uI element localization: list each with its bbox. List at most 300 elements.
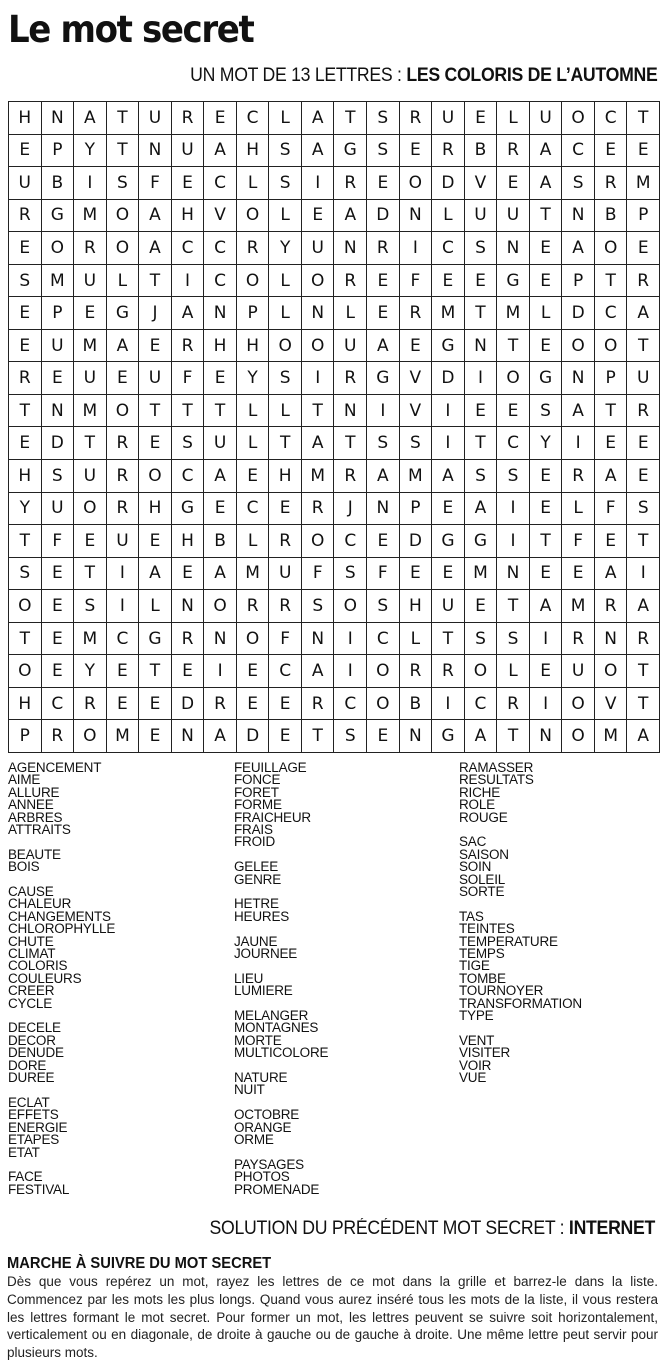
word-list-item[interactable]: DUREE bbox=[8, 1070, 55, 1086]
grid-cell[interactable]: A bbox=[74, 102, 107, 135]
grid-cell[interactable]: P bbox=[562, 265, 595, 298]
grid-cell[interactable]: B bbox=[400, 688, 433, 721]
grid-cell[interactable]: T bbox=[530, 200, 563, 233]
word-list-item[interactable]: TRANSFORMATION bbox=[459, 995, 582, 1011]
grid-cell[interactable]: S bbox=[74, 590, 107, 623]
grid-cell[interactable]: A bbox=[530, 167, 563, 200]
grid-cell[interactable]: E bbox=[237, 460, 270, 493]
word-list-item[interactable]: TEMPERATURE bbox=[459, 933, 558, 949]
grid-cell[interactable]: T bbox=[204, 395, 237, 428]
grid-cell[interactable]: L bbox=[334, 297, 367, 330]
grid-cell[interactable]: S bbox=[269, 135, 302, 168]
grid-cell[interactable]: A bbox=[530, 135, 563, 168]
grid-cell[interactable]: S bbox=[172, 427, 205, 460]
grid-cell[interactable]: Y bbox=[269, 232, 302, 265]
grid-cell[interactable]: E bbox=[465, 102, 498, 135]
word-list-item[interactable]: ATTRAITS bbox=[8, 822, 71, 838]
word-list-item[interactable]: CLIMAT bbox=[8, 946, 56, 962]
grid-cell[interactable]: C bbox=[269, 655, 302, 688]
word-list-item[interactable]: FONCE bbox=[234, 772, 281, 788]
grid-cell[interactable]: O bbox=[237, 265, 270, 298]
word-list-item[interactable]: TAS bbox=[459, 908, 484, 924]
grid-cell[interactable]: E bbox=[400, 558, 433, 591]
grid-cell[interactable]: I bbox=[334, 655, 367, 688]
grid-cell[interactable]: D bbox=[432, 362, 465, 395]
grid-cell[interactable]: M bbox=[237, 558, 270, 591]
grid-cell[interactable]: U bbox=[139, 102, 172, 135]
grid-cell[interactable]: L bbox=[237, 525, 270, 558]
grid-cell[interactable]: R bbox=[562, 460, 595, 493]
grid-cell[interactable]: O bbox=[562, 330, 595, 363]
grid-cell[interactable]: O bbox=[302, 525, 335, 558]
grid-cell[interactable]: H bbox=[237, 135, 270, 168]
grid-cell[interactable]: E bbox=[400, 330, 433, 363]
grid-cell[interactable]: C bbox=[237, 493, 270, 526]
grid-cell[interactable]: D bbox=[172, 688, 205, 721]
grid-cell[interactable]: F bbox=[42, 525, 75, 558]
word-list-item[interactable]: RESULTATS bbox=[459, 772, 534, 788]
word-list-item[interactable]: TYPE bbox=[459, 1008, 494, 1024]
grid-cell[interactable]: F bbox=[269, 623, 302, 656]
grid-cell[interactable]: I bbox=[172, 265, 205, 298]
grid-cell[interactable]: A bbox=[595, 460, 628, 493]
word-list-item[interactable]: GELEE bbox=[234, 859, 279, 875]
grid-cell[interactable]: B bbox=[42, 167, 75, 200]
grid-cell[interactable]: B bbox=[595, 200, 628, 233]
grid-cell[interactable]: T bbox=[465, 297, 498, 330]
grid-cell[interactable]: T bbox=[107, 135, 140, 168]
grid-cell[interactable]: S bbox=[107, 167, 140, 200]
grid-cell[interactable]: I bbox=[627, 558, 660, 591]
word-list-item[interactable]: SOLEIL bbox=[459, 871, 506, 887]
grid-cell[interactable]: A bbox=[562, 395, 595, 428]
grid-cell[interactable]: E bbox=[627, 460, 660, 493]
grid-cell[interactable]: G bbox=[334, 135, 367, 168]
grid-cell[interactable]: R bbox=[400, 655, 433, 688]
grid-cell[interactable]: E bbox=[432, 558, 465, 591]
grid-cell[interactable]: U bbox=[107, 525, 140, 558]
grid-cell[interactable]: N bbox=[595, 623, 628, 656]
grid-cell[interactable]: M bbox=[107, 720, 140, 753]
grid-cell[interactable]: T bbox=[627, 102, 660, 135]
grid-cell[interactable]: R bbox=[400, 102, 433, 135]
grid-cell[interactable]: U bbox=[42, 493, 75, 526]
grid-cell[interactable]: S bbox=[497, 460, 530, 493]
grid-cell[interactable]: C bbox=[562, 135, 595, 168]
grid-cell[interactable]: E bbox=[9, 427, 42, 460]
grid-cell[interactable]: C bbox=[204, 167, 237, 200]
grid-cell[interactable]: N bbox=[302, 623, 335, 656]
grid-cell[interactable]: S bbox=[42, 460, 75, 493]
grid-cell[interactable]: N bbox=[172, 590, 205, 623]
grid-cell[interactable]: A bbox=[204, 720, 237, 753]
grid-cell[interactable]: D bbox=[400, 525, 433, 558]
word-list-item[interactable]: SAISON bbox=[459, 846, 509, 862]
grid-cell[interactable]: E bbox=[42, 558, 75, 591]
grid-cell[interactable]: G bbox=[530, 362, 563, 395]
grid-cell[interactable]: C bbox=[107, 623, 140, 656]
grid-cell[interactable]: F bbox=[139, 167, 172, 200]
grid-cell[interactable]: M bbox=[74, 395, 107, 428]
word-list-item[interactable]: ETAPES bbox=[8, 1132, 60, 1148]
grid-cell[interactable]: B bbox=[465, 135, 498, 168]
word-list-item[interactable]: MORTE bbox=[234, 1032, 282, 1048]
grid-cell[interactable]: R bbox=[9, 200, 42, 233]
grid-cell[interactable]: O bbox=[9, 655, 42, 688]
grid-cell[interactable]: E bbox=[400, 135, 433, 168]
grid-cell[interactable]: T bbox=[627, 655, 660, 688]
grid-cell[interactable]: L bbox=[237, 167, 270, 200]
grid-cell[interactable]: Y bbox=[530, 427, 563, 460]
grid-cell[interactable]: E bbox=[627, 427, 660, 460]
grid-cell[interactable]: R bbox=[497, 135, 530, 168]
grid-cell[interactable]: U bbox=[74, 265, 107, 298]
grid-cell[interactable]: A bbox=[302, 655, 335, 688]
grid-cell[interactable]: R bbox=[107, 460, 140, 493]
grid-cell[interactable]: C bbox=[367, 623, 400, 656]
grid-cell[interactable]: M bbox=[74, 330, 107, 363]
grid-cell[interactable]: R bbox=[172, 623, 205, 656]
grid-cell[interactable]: E bbox=[42, 590, 75, 623]
grid-cell[interactable]: T bbox=[302, 720, 335, 753]
word-list-item[interactable]: MELANGER bbox=[234, 1008, 309, 1024]
grid-cell[interactable]: N bbox=[172, 720, 205, 753]
grid-cell[interactable]: G bbox=[172, 493, 205, 526]
word-list-item[interactable]: DORE bbox=[8, 1057, 47, 1073]
grid-cell[interactable]: T bbox=[172, 395, 205, 428]
grid-cell[interactable]: N bbox=[42, 102, 75, 135]
grid-cell[interactable]: R bbox=[432, 135, 465, 168]
word-list-item[interactable]: AIME bbox=[8, 772, 41, 788]
grid-cell[interactable]: S bbox=[269, 362, 302, 395]
word-list-item[interactable]: OCTOBRE bbox=[234, 1107, 300, 1123]
grid-cell[interactable]: R bbox=[42, 720, 75, 753]
grid-cell[interactable]: C bbox=[432, 232, 465, 265]
grid-cell[interactable]: R bbox=[204, 688, 237, 721]
grid-cell[interactable]: H bbox=[172, 200, 205, 233]
word-list-item[interactable]: ORANGE bbox=[234, 1119, 292, 1135]
grid-cell[interactable]: E bbox=[237, 655, 270, 688]
word-list-item[interactable]: TIGE bbox=[459, 958, 490, 974]
grid-cell[interactable]: C bbox=[204, 232, 237, 265]
grid-cell[interactable]: I bbox=[530, 688, 563, 721]
grid-cell[interactable]: C bbox=[595, 102, 628, 135]
grid-cell[interactable]: O bbox=[74, 720, 107, 753]
grid-cell[interactable]: S bbox=[400, 427, 433, 460]
grid-cell[interactable]: A bbox=[465, 493, 498, 526]
grid-cell[interactable]: H bbox=[139, 493, 172, 526]
grid-cell[interactable]: A bbox=[302, 102, 335, 135]
grid-cell[interactable]: Y bbox=[74, 135, 107, 168]
grid-cell[interactable]: T bbox=[9, 623, 42, 656]
word-list-item[interactable]: TOURNOYER bbox=[459, 983, 544, 999]
grid-cell[interactable]: V bbox=[595, 688, 628, 721]
grid-cell[interactable]: U bbox=[9, 167, 42, 200]
grid-cell[interactable]: L bbox=[269, 265, 302, 298]
grid-cell[interactable]: N bbox=[302, 297, 335, 330]
grid-cell[interactable]: E bbox=[367, 265, 400, 298]
grid-cell[interactable]: L bbox=[237, 395, 270, 428]
grid-cell[interactable]: H bbox=[172, 525, 205, 558]
grid-cell[interactable]: C bbox=[465, 688, 498, 721]
word-list-item[interactable]: FROID bbox=[234, 834, 275, 850]
grid-cell[interactable]: A bbox=[595, 558, 628, 591]
grid-cell[interactable]: E bbox=[367, 720, 400, 753]
grid-cell[interactable]: O bbox=[237, 623, 270, 656]
grid-cell[interactable]: L bbox=[139, 590, 172, 623]
grid-cell[interactable]: G bbox=[432, 525, 465, 558]
word-list-item[interactable]: TEMPS bbox=[459, 946, 505, 962]
grid-cell[interactable]: E bbox=[530, 460, 563, 493]
grid-cell[interactable]: A bbox=[139, 558, 172, 591]
grid-cell[interactable]: T bbox=[497, 590, 530, 623]
grid-cell[interactable]: I bbox=[465, 362, 498, 395]
grid-cell[interactable]: O bbox=[367, 688, 400, 721]
grid-cell[interactable]: F bbox=[400, 265, 433, 298]
grid-cell[interactable]: T bbox=[74, 558, 107, 591]
grid-cell[interactable]: G bbox=[367, 362, 400, 395]
grid-cell[interactable]: R bbox=[432, 655, 465, 688]
grid-cell[interactable]: O bbox=[562, 102, 595, 135]
grid-cell[interactable]: S bbox=[562, 167, 595, 200]
word-list-item[interactable]: FACE bbox=[8, 1169, 43, 1185]
grid-cell[interactable]: S bbox=[465, 623, 498, 656]
grid-cell[interactable]: N bbox=[530, 720, 563, 753]
grid-cell[interactable]: T bbox=[139, 395, 172, 428]
grid-cell[interactable]: S bbox=[302, 590, 335, 623]
grid-cell[interactable]: E bbox=[269, 493, 302, 526]
grid-cell[interactable]: M bbox=[562, 590, 595, 623]
grid-cell[interactable]: A bbox=[172, 297, 205, 330]
grid-cell[interactable]: N bbox=[334, 232, 367, 265]
word-list-item[interactable]: MONTAGNES bbox=[234, 1020, 319, 1036]
grid-cell[interactable]: N bbox=[204, 297, 237, 330]
word-list-item[interactable]: FESTIVAL bbox=[8, 1181, 70, 1197]
grid-cell[interactable]: U bbox=[172, 135, 205, 168]
grid-cell[interactable]: M bbox=[302, 460, 335, 493]
word-list-item[interactable]: JAUNE bbox=[234, 933, 278, 949]
grid-cell[interactable]: O bbox=[107, 395, 140, 428]
grid-cell[interactable]: N bbox=[42, 395, 75, 428]
grid-cell[interactable]: A bbox=[107, 330, 140, 363]
grid-cell[interactable]: H bbox=[269, 460, 302, 493]
grid-cell[interactable]: T bbox=[9, 525, 42, 558]
grid-cell[interactable]: U bbox=[497, 200, 530, 233]
grid-cell[interactable]: S bbox=[465, 232, 498, 265]
grid-cell[interactable]: R bbox=[302, 688, 335, 721]
grid-cell[interactable]: R bbox=[302, 493, 335, 526]
grid-cell[interactable]: J bbox=[139, 297, 172, 330]
word-list-item[interactable]: BEAUTE bbox=[8, 846, 61, 862]
word-list-item[interactable]: BOIS bbox=[8, 859, 40, 875]
grid-cell[interactable]: E bbox=[9, 330, 42, 363]
grid-cell[interactable]: A bbox=[367, 330, 400, 363]
grid-cell[interactable]: M bbox=[42, 265, 75, 298]
grid-cell[interactable]: R bbox=[334, 362, 367, 395]
grid-cell[interactable]: N bbox=[497, 232, 530, 265]
grid-cell[interactable]: O bbox=[42, 232, 75, 265]
grid-cell[interactable]: E bbox=[530, 265, 563, 298]
grid-cell[interactable]: E bbox=[9, 232, 42, 265]
grid-cell[interactable]: P bbox=[237, 297, 270, 330]
grid-cell[interactable]: I bbox=[107, 590, 140, 623]
grid-cell[interactable]: I bbox=[400, 232, 433, 265]
grid-cell[interactable]: Y bbox=[237, 362, 270, 395]
grid-cell[interactable]: E bbox=[172, 167, 205, 200]
grid-cell[interactable]: O bbox=[465, 655, 498, 688]
grid-cell[interactable]: A bbox=[204, 460, 237, 493]
grid-cell[interactable]: T bbox=[595, 265, 628, 298]
grid-cell[interactable]: O bbox=[562, 720, 595, 753]
grid-cell[interactable]: M bbox=[497, 297, 530, 330]
grid-cell[interactable]: S bbox=[269, 167, 302, 200]
grid-cell[interactable]: E bbox=[139, 330, 172, 363]
grid-cell[interactable]: E bbox=[237, 688, 270, 721]
grid-cell[interactable]: R bbox=[107, 427, 140, 460]
grid-cell[interactable]: S bbox=[367, 135, 400, 168]
grid-cell[interactable]: C bbox=[172, 460, 205, 493]
grid-cell[interactable]: Y bbox=[9, 493, 42, 526]
word-list-item[interactable]: PAYSAGES bbox=[234, 1156, 304, 1172]
grid-cell[interactable]: T bbox=[627, 525, 660, 558]
grid-cell[interactable]: G bbox=[497, 265, 530, 298]
grid-cell[interactable]: L bbox=[400, 623, 433, 656]
grid-cell[interactable]: R bbox=[74, 688, 107, 721]
grid-cell[interactable]: U bbox=[432, 102, 465, 135]
grid-cell[interactable]: M bbox=[432, 297, 465, 330]
grid-cell[interactable]: U bbox=[269, 558, 302, 591]
word-list-item[interactable]: FRAICHEUR bbox=[234, 809, 311, 825]
grid-cell[interactable]: I bbox=[432, 395, 465, 428]
grid-cell[interactable]: A bbox=[627, 590, 660, 623]
grid-cell[interactable]: P bbox=[9, 720, 42, 753]
grid-cell[interactable]: U bbox=[302, 232, 335, 265]
grid-cell[interactable]: R bbox=[627, 623, 660, 656]
grid-cell[interactable]: O bbox=[302, 265, 335, 298]
grid-cell[interactable]: G bbox=[465, 525, 498, 558]
grid-cell[interactable]: E bbox=[530, 493, 563, 526]
word-list-item[interactable]: JOURNEE bbox=[234, 946, 298, 962]
grid-cell[interactable]: T bbox=[497, 720, 530, 753]
grid-cell[interactable]: R bbox=[269, 590, 302, 623]
grid-cell[interactable]: E bbox=[367, 297, 400, 330]
grid-cell[interactable]: P bbox=[42, 297, 75, 330]
grid-cell[interactable]: L bbox=[432, 200, 465, 233]
grid-cell[interactable]: C bbox=[42, 688, 75, 721]
grid-cell[interactable]: M bbox=[627, 167, 660, 200]
grid-cell[interactable]: O bbox=[595, 655, 628, 688]
grid-cell[interactable]: N bbox=[139, 135, 172, 168]
grid-cell[interactable]: U bbox=[465, 200, 498, 233]
word-list-item[interactable]: MULTICOLORE bbox=[234, 1045, 329, 1061]
grid-cell[interactable]: A bbox=[302, 427, 335, 460]
word-list-item[interactable]: SOIN bbox=[459, 859, 492, 875]
grid-cell[interactable]: R bbox=[334, 460, 367, 493]
grid-cell[interactable]: R bbox=[74, 232, 107, 265]
grid-cell[interactable]: I bbox=[107, 558, 140, 591]
word-list-item[interactable]: LUMIERE bbox=[234, 983, 293, 999]
grid-cell[interactable]: S bbox=[334, 558, 367, 591]
grid-cell[interactable]: E bbox=[172, 558, 205, 591]
grid-cell[interactable]: D bbox=[562, 297, 595, 330]
grid-cell[interactable]: E bbox=[497, 395, 530, 428]
grid-cell[interactable]: V bbox=[204, 200, 237, 233]
grid-cell[interactable]: M bbox=[465, 558, 498, 591]
word-list-item[interactable]: CHUTE bbox=[8, 933, 54, 949]
grid-cell[interactable]: N bbox=[204, 623, 237, 656]
grid-cell[interactable]: E bbox=[42, 655, 75, 688]
grid-cell[interactable]: L bbox=[562, 493, 595, 526]
grid-cell[interactable]: U bbox=[562, 655, 595, 688]
word-list-item[interactable]: VISITER bbox=[459, 1045, 511, 1061]
word-list-item[interactable]: PROMENADE bbox=[234, 1181, 320, 1197]
grid-cell[interactable]: E bbox=[595, 427, 628, 460]
grid-cell[interactable]: T bbox=[334, 102, 367, 135]
grid-cell[interactable]: E bbox=[432, 493, 465, 526]
grid-cell[interactable]: E bbox=[465, 590, 498, 623]
grid-cell[interactable]: F bbox=[172, 362, 205, 395]
grid-cell[interactable]: E bbox=[595, 525, 628, 558]
grid-cell[interactable]: C bbox=[595, 297, 628, 330]
grid-cell[interactable]: C bbox=[497, 427, 530, 460]
grid-cell[interactable]: O bbox=[74, 493, 107, 526]
grid-cell[interactable]: O bbox=[269, 330, 302, 363]
grid-cell[interactable]: L bbox=[269, 297, 302, 330]
grid-cell[interactable]: E bbox=[302, 200, 335, 233]
grid-cell[interactable]: E bbox=[204, 102, 237, 135]
grid-cell[interactable]: O bbox=[237, 200, 270, 233]
grid-cell[interactable]: E bbox=[530, 655, 563, 688]
grid-cell[interactable]: N bbox=[367, 493, 400, 526]
grid-cell[interactable]: A bbox=[204, 135, 237, 168]
grid-cell[interactable]: T bbox=[9, 395, 42, 428]
grid-cell[interactable]: E bbox=[465, 265, 498, 298]
grid-cell[interactable]: S bbox=[367, 590, 400, 623]
word-list-item[interactable]: ARBRES bbox=[8, 809, 63, 825]
word-list-item[interactable]: ORME bbox=[234, 1132, 274, 1148]
grid-cell[interactable]: E bbox=[139, 688, 172, 721]
grid-cell[interactable]: U bbox=[139, 362, 172, 395]
grid-cell[interactable]: L bbox=[107, 265, 140, 298]
grid-cell[interactable]: E bbox=[627, 135, 660, 168]
grid-cell[interactable]: R bbox=[400, 297, 433, 330]
grid-cell[interactable]: M bbox=[595, 720, 628, 753]
grid-cell[interactable]: B bbox=[204, 525, 237, 558]
grid-cell[interactable]: N bbox=[497, 558, 530, 591]
grid-cell[interactable]: E bbox=[367, 525, 400, 558]
grid-cell[interactable]: O bbox=[9, 590, 42, 623]
grid-cell[interactable]: S bbox=[367, 427, 400, 460]
grid-cell[interactable]: O bbox=[334, 590, 367, 623]
grid-cell[interactable]: T bbox=[302, 395, 335, 428]
grid-cell[interactable]: E bbox=[530, 330, 563, 363]
word-list-item[interactable]: DENUDE bbox=[8, 1045, 64, 1061]
grid-cell[interactable]: L bbox=[530, 297, 563, 330]
grid-cell[interactable]: L bbox=[497, 655, 530, 688]
grid-cell[interactable]: E bbox=[74, 297, 107, 330]
grid-cell[interactable]: N bbox=[562, 362, 595, 395]
grid-cell[interactable]: I bbox=[562, 427, 595, 460]
grid-cell[interactable]: V bbox=[400, 362, 433, 395]
grid-cell[interactable]: E bbox=[627, 232, 660, 265]
grid-cell[interactable]: A bbox=[627, 720, 660, 753]
grid-cell[interactable]: R bbox=[269, 525, 302, 558]
word-list-item[interactable]: VOIR bbox=[459, 1057, 492, 1073]
word-list-item[interactable]: CHALEUR bbox=[8, 896, 72, 912]
grid-cell[interactable]: U bbox=[627, 362, 660, 395]
word-list-item[interactable]: ENERGIE bbox=[8, 1119, 68, 1135]
grid-cell[interactable]: C bbox=[172, 232, 205, 265]
